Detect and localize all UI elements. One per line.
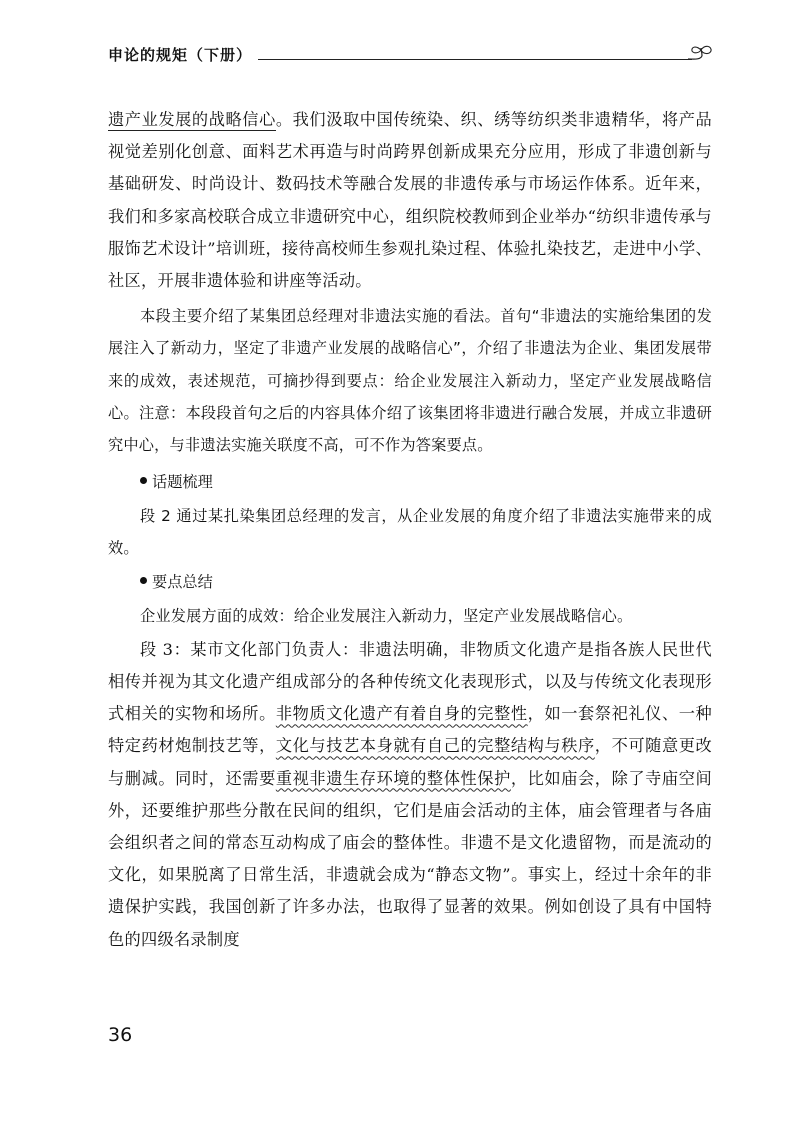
paragraph-1: [108, 104, 712, 297]
paragraph-text: 段 3：某市文化部门负责人：非遗法明确，非物质文化遗产是指各族人民世代相传并视为其文化遗产组成部分的各种传统文化表现形式，以及与传统文化表现形式相关的实物和场所。: [108, 639, 712, 724]
paragraph-text: ，比如庙会，除了寺庙空间外，还要维护那些分散在民间的组织，它们是庙会活动的主体，庙会管理者与各庙会组织者之间的常态互动构成了庙会的整体性。非遗不是文化遗留物，而是流动的文化，如果脱离了日常生活，非遗就会成为“静态文物”。事实上，经过十余年的非遗保护实践，我国创新了许多办法，也取得了显著的效果。例如创设了具有中国特色的四级名录制度: [108, 768, 712, 949]
bullet-icon: [140, 577, 147, 584]
wavy-underline-phrase: 文化与技艺本身就有自己的完整结构与秩序: [275, 736, 595, 756]
header-rule: [258, 59, 692, 60]
paragraph-text: ，如一套祭祀礼仪、一种特定药材炮制技艺等，: [108, 704, 713, 756]
book-title: 申论的规矩（下册）: [108, 46, 253, 64]
underlined-phrase: 遗产业发展的战略信心: [108, 110, 276, 129]
paragraph-text: ，不可随意更改与删减。同时，还需要: [108, 736, 712, 788]
wavy-underline-phrase: 非物质文化遗产有着自身的完整性: [275, 704, 528, 724]
running-header: [108, 44, 720, 74]
bullet-icon: [140, 477, 147, 484]
analysis-paragraph: 本段主要介绍了某集团总经理对非遗法实施的看法。首句“非遗法的实施给集团的发展注入了新动力，坚定了非遗产业发展的战略信心”，介绍了非遗法为企业、集团发展带来的成效，表述规范，可摘抄得到要点：给企业发展注入新动力，坚定产业发展战略信心。注意：本段段首句之后的内容具体介绍了该集团将非遗进行融合发展，并成立非遗研究中心，与非遗法实施关联度不高，可不作为答案要点。: [108, 307, 712, 455]
paragraph-text: 。我们汲取中国传统染、织、绣等纺织类非遗精华，将产品视觉差别化创意、面料艺术再造与时尚跨界创新成果充分应用，形成了非遗创新与基础研发、时尚设计、数码技术等融合发展的非遗传承与市场运作体系。近年来，我们和多家高校联合成立非遗研究中心，组织院校教师到企业举办“纺织非遗传承与服饰艺术设计”培训班，接待高校师生参观扎染过程、体验扎染技艺，走进中小学、社区，开展非遗体验和讲座等活动。: [108, 110, 712, 291]
topic-heading: [108, 465, 712, 500]
topic-text: 段 2 通过某扎染集团总经理的发言，从企业发展的角度介绍了非遗法实施带来的成效。: [108, 507, 712, 558]
summary-heading-label: 要点总结: [152, 572, 213, 591]
page-number: 36: [108, 1024, 133, 1046]
paragraph-3: [108, 634, 712, 956]
sprout-icon: [686, 44, 716, 66]
page-body: [108, 104, 712, 956]
summary-text: 企业发展方面的成效：给企业发展注入新动力，坚定产业发展战略信心。: [140, 606, 633, 625]
topic-heading-label: 话题梳理: [152, 473, 213, 492]
summary-heading: [108, 565, 712, 600]
wavy-underline-phrase: 重视非遗生存环境的整体性保护: [275, 768, 511, 788]
